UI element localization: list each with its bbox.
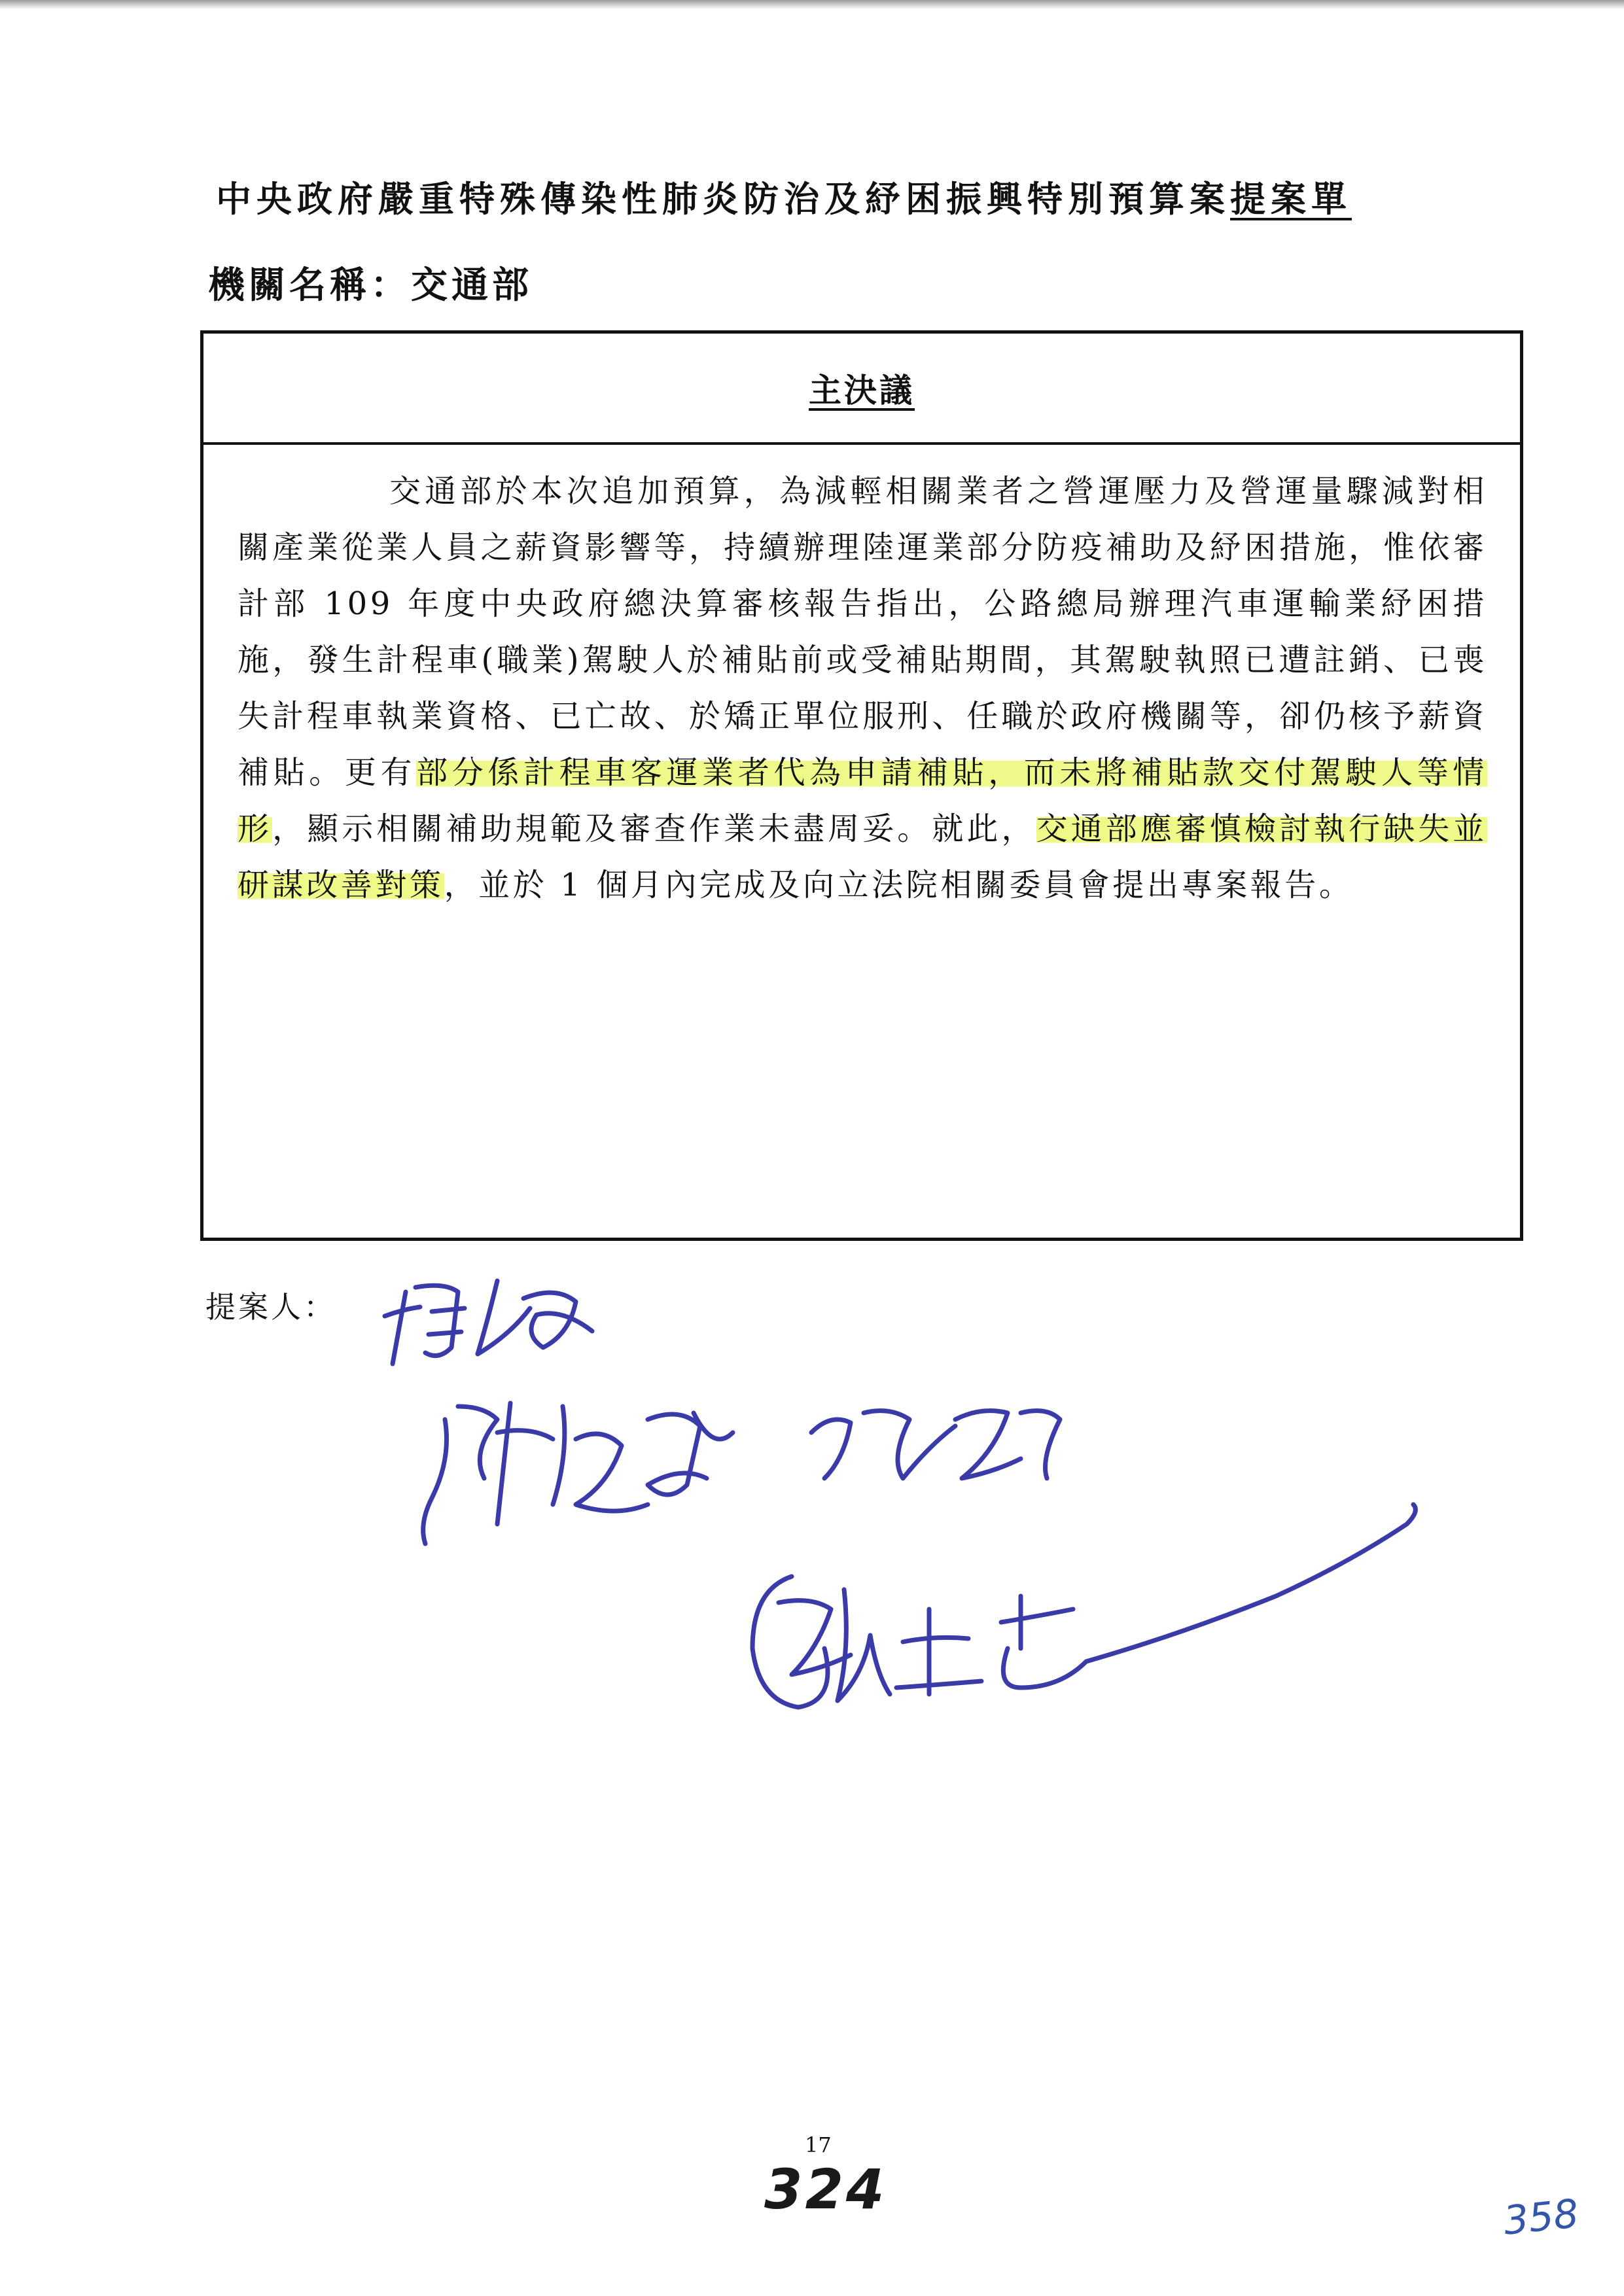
signature-3 [811,1411,1060,1478]
page-number: 17 [805,2132,832,2157]
resolution-highlight-2: 交通部應審慎檢討執行缺失並研謀改善對策 [238,810,1487,903]
resolution-text-part-2: ，顯示相關補助規範及審查作業未盡周妥。就此， [272,810,1036,847]
handwritten-page-number: 324 [764,2157,887,2221]
resolution-table [200,330,1523,1241]
scan-top-edge [0,0,1624,9]
resolution-text-part-1: 交通部於本次追加預算，為減輕相關業者之營運壓力及營運量驟減對相關產業從業人員之薪資影響等，持續辦理陸運業部分防疫補助及紓困措施，惟依審計部 109 年度中央政府總決算審核報告指出，公路總局辦理汽車運輸業紓困措施，發生計程車(職業)駕駛人於補貼前或受補貼期間，其駕駛執照已遭註銷、已喪失計程車執業資格、已亡故、於矯正單位服刑、任職於政府機關等，卻仍核予薪資補貼。更有 [238,473,1487,791]
resolution-text-part-3: ，並於 1 個月內完成及向立法院相關委員會提出專案報告。 [444,867,1354,903]
signature-4 [752,1505,1415,1707]
signature-2 [423,1403,733,1544]
agency-name: 交通部 [411,264,533,307]
document-title-main: 中央政府嚴重特殊傳染性肺炎防治及紓困振興特別預算案 [216,179,1230,220]
resolution-body [203,445,1520,913]
agency-line [208,256,533,309]
handwritten-corner-number: 358 [1501,2191,1581,2244]
resolution-highlight-1: 部分係計程車客運業者代為申請補貼，而未將補貼款交付駕駛人等情形 [238,754,1487,847]
proposer-label: 提案人： [205,1289,336,1325]
document-title [216,171,1459,222]
resolution-table-header [203,334,1520,445]
resolution-header-label: 主決議 [809,372,915,409]
document-title-underlined: 提案單 [1230,179,1352,220]
agency-label: 機關名稱： [208,264,411,307]
signature-1 [385,1281,592,1364]
